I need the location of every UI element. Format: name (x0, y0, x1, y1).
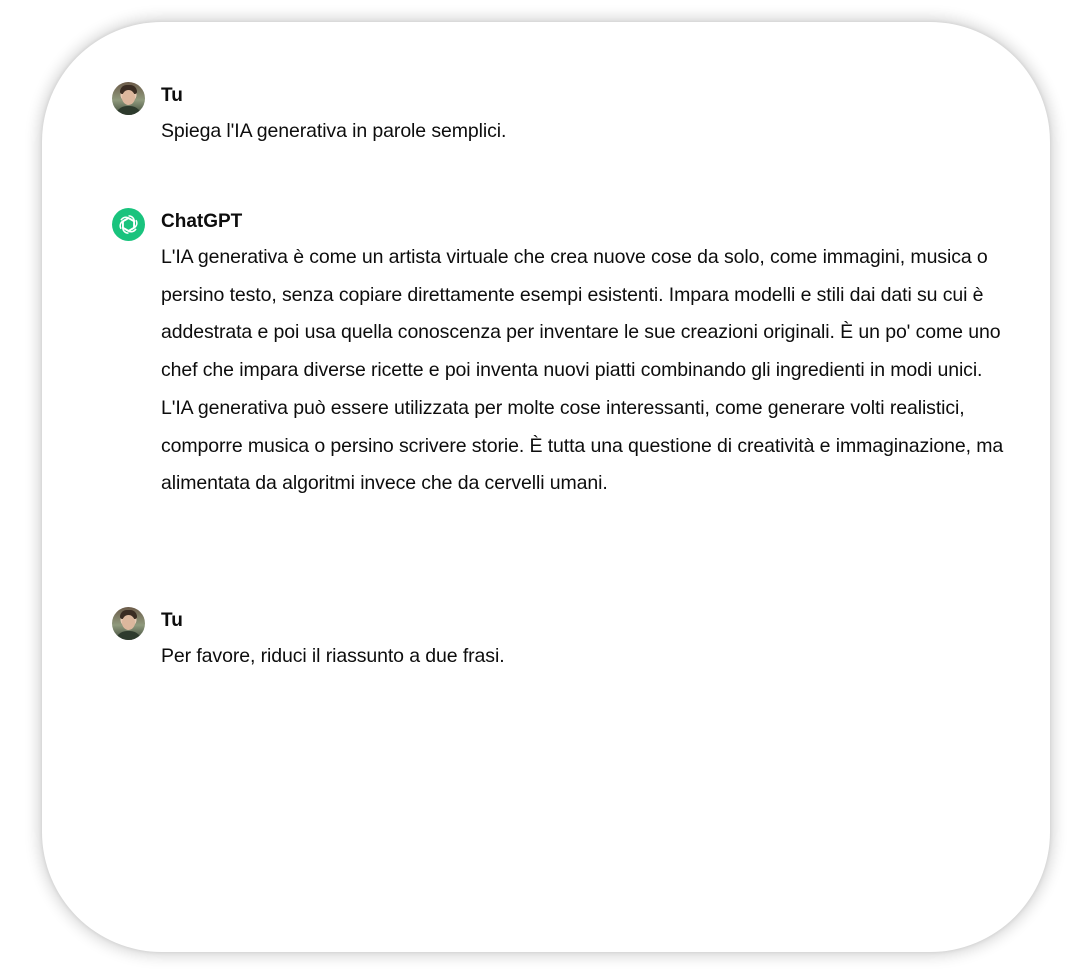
message-author: Tu (161, 610, 183, 631)
chatgpt-logo-icon (112, 208, 145, 241)
user-avatar-icon (112, 607, 145, 640)
conversation-card (42, 22, 1050, 952)
message-author: Tu (161, 85, 183, 106)
message-text: L'IA generativa è come un artista virtuale che crea nuove cose da solo, come immagini, musica o persino testo, senza copiare direttamente esempi esistenti. Impara modelli e stili dai dati su cui è addestrata e poi usa quella conoscenza per inventare le sue creazioni originali. È un po' come uno chef che impara diverse ricette e poi inventa nuovi piatti combinando gli ingredienti in modi unici. L'IA generativa può essere utilizzata per molte cose interessanti, come generare volti realistici, comporre musica o persino scrivere storie. È tutta una questione di creatività e immaginazione, ma alimentata da algoritmi invece che da cervelli umani. (161, 246, 1004, 495)
message-text: Spiega l'IA generativa in parole semplici. (161, 120, 507, 142)
message-text: Per favore, riduci il riassunto a due frasi. (161, 645, 505, 667)
user-avatar-icon (112, 82, 145, 115)
message-author: ChatGPT (161, 211, 243, 232)
